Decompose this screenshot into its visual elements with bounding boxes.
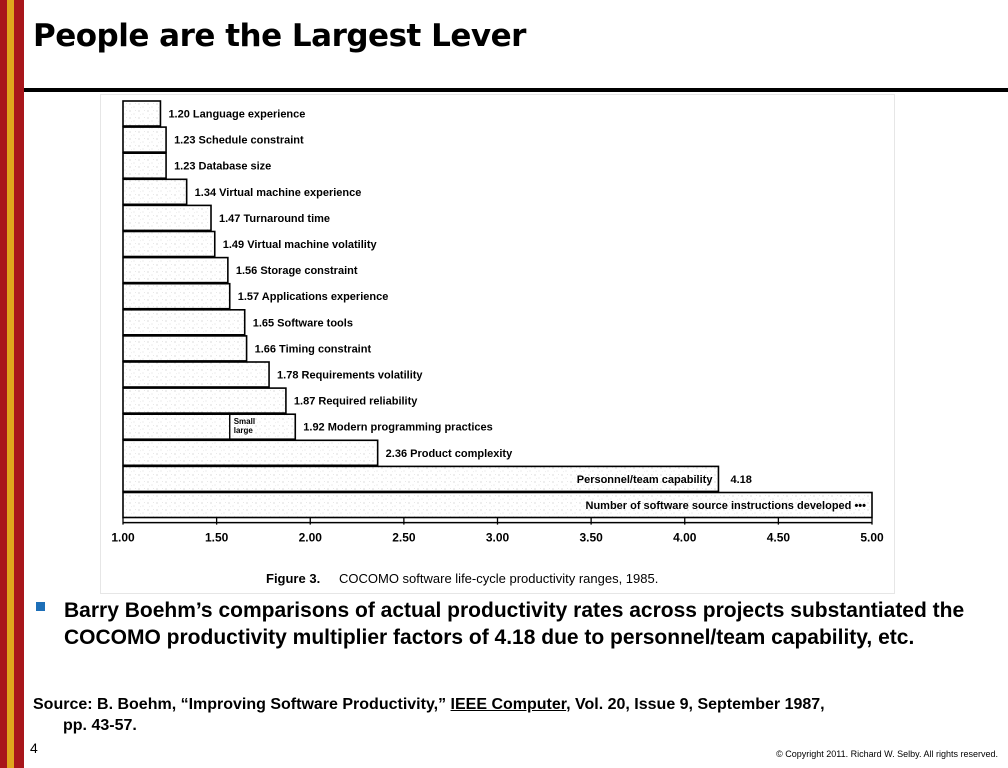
bar-label: 1.20 Language experience (168, 108, 306, 121)
square-bullet-icon (36, 602, 45, 611)
bar-value: 4.18 (730, 473, 752, 486)
bar-label: 1.34 Virtual machine experience (194, 186, 362, 199)
bullet-text: Barry Boehm’s comparisons of actual productivity rates across projects substantiated the COCOMO productivity multiplier factors of 4.18 due to personnel/team capability, etc. (64, 599, 965, 649)
source-journal: IEEE Computer (450, 696, 567, 713)
x-tick-label: 4.00 (673, 530, 697, 545)
left-stripe-red (0, 0, 7, 768)
x-tick-label: 3.00 (485, 530, 510, 545)
source-prefix: Source: B. Boehm, “Improving Software Productivity,” (33, 696, 451, 713)
cocomo-productivity-chart (101, 95, 894, 593)
figure-caption-text: COCOMO software life-cycle productivity ranges, 1985. (339, 571, 659, 586)
copyright-notice: © Copyright 2011. Richard W. Selby. All rights reserved. (776, 749, 998, 759)
bar-2 (123, 127, 166, 152)
bar-label: 1.87 Required reliability (293, 395, 418, 408)
bar-label: Number of software source instructions developed ••• (585, 500, 866, 512)
source-pages: pp. 43-57. (63, 717, 137, 734)
bar-split-label: Small (233, 417, 256, 427)
bar-1 (123, 101, 160, 126)
bar-label: 1.57 Applications experience (237, 291, 389, 304)
bar-7 (123, 258, 228, 283)
x-tick-label: 2.00 (298, 530, 322, 545)
bar-label: 1.78 Requirements volatility (277, 369, 423, 382)
left-stripe-gold (7, 0, 14, 768)
bar-9 (123, 310, 245, 335)
bar-label: 1.92 Modern programming practices (303, 421, 493, 434)
x-tick-label: 5.00 (860, 530, 884, 545)
title-rule (24, 88, 1008, 92)
x-tick-label: 2.50 (392, 530, 416, 545)
bar-10 (123, 336, 247, 361)
x-tick-label: 1.50 (204, 530, 229, 545)
figure-caption-label: Figure 3. (266, 571, 321, 586)
source-suffix: , Vol. 20, Issue 9, September 1987, (566, 696, 825, 713)
bar-label: 1.49 Virtual machine volatility (222, 239, 377, 251)
bar-6 (123, 232, 215, 257)
bar-12 (123, 388, 286, 413)
x-tick-label: 4.50 (766, 530, 791, 545)
page-number: 4 (30, 740, 38, 756)
bar-label: 1.47 Turnaround time (219, 212, 331, 225)
bar-13 (123, 414, 295, 439)
bar-3 (123, 153, 166, 178)
bar-label: 1.56 Storage constraint (235, 265, 358, 278)
left-stripe-red-inner (14, 0, 24, 768)
bar-5 (123, 205, 211, 230)
x-tick-label: 3.50 (579, 530, 603, 545)
bar-8 (123, 284, 230, 309)
x-tick-label: 1.00 (111, 530, 135, 545)
bar-label: 1.23 Database size (174, 160, 272, 173)
bar-label: Personnel/team capability (576, 473, 713, 486)
bar-4 (123, 179, 187, 204)
bar-split-label: large (233, 426, 253, 436)
source-citation (33, 694, 993, 736)
bar-14 (123, 440, 378, 465)
figure (100, 94, 895, 594)
bar-11 (123, 362, 269, 387)
bar-label: 2.36 Product complexity (385, 447, 513, 460)
bar-label: 1.66 Timing constraint (254, 343, 372, 356)
bullet-item (36, 597, 996, 651)
slide-title: People are the Largest Lever (33, 18, 526, 54)
bar-label: 1.23 Schedule constraint (174, 134, 304, 147)
bar-label: 1.65 Software tools (252, 317, 353, 330)
